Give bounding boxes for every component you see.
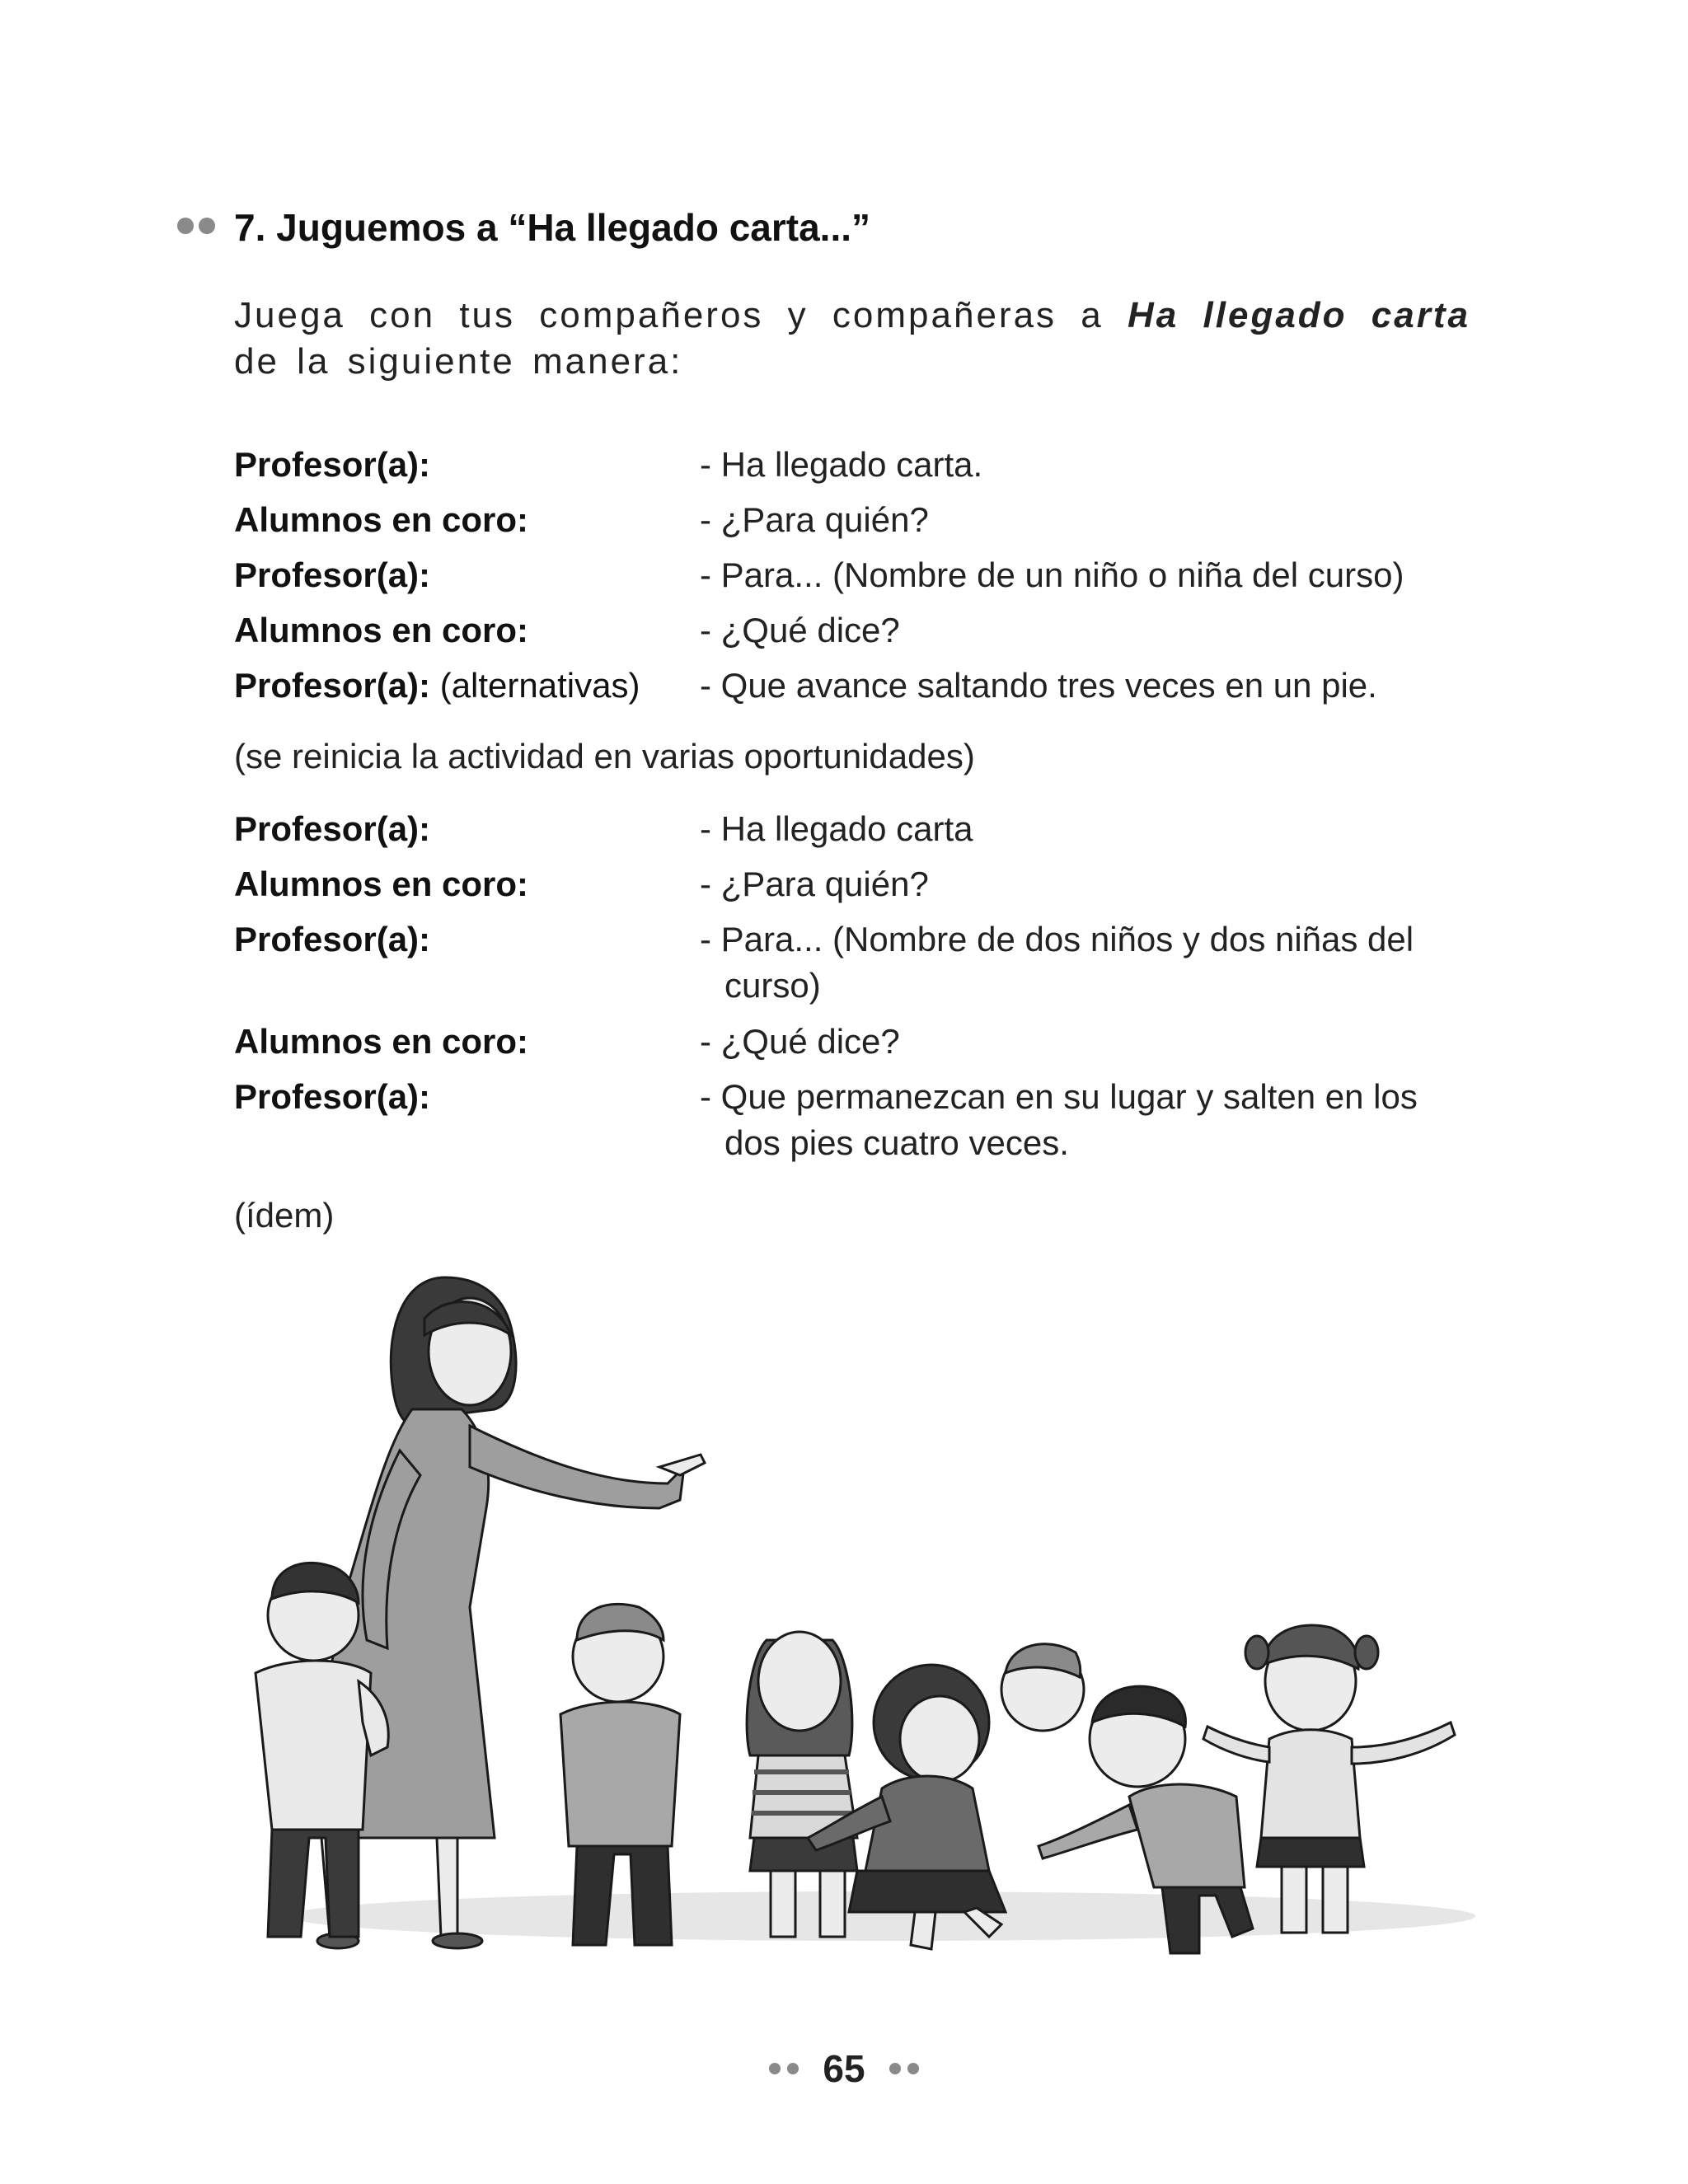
speaker-note: (alternativas) — [430, 666, 640, 705]
dialog-line: - Que avance saltando tres veces en un pie. — [700, 666, 1377, 705]
speaker-label: Profesor(a): — [234, 920, 431, 958]
speaker-label: Profesor(a): — [234, 666, 431, 705]
child-figure — [1001, 1644, 1084, 1731]
section-title-text: 7. Juguemos a “Ha llegado carta...” — [234, 206, 871, 249]
dialog-row — [234, 861, 1520, 916]
footer-dots-left-icon — [767, 2060, 803, 2077]
dialog-row — [234, 663, 1520, 718]
child-figure — [560, 1604, 680, 1945]
child-figure — [747, 1632, 857, 1937]
teacher-and-children-illustration — [223, 1261, 1508, 1961]
dialog-row — [234, 497, 1520, 552]
intro-text-before: Juega con tus compañeros y compañeras a — [234, 295, 1128, 335]
speaker-label: Alumnos en coro: — [234, 865, 529, 903]
speaker-label: Profesor(a): — [234, 555, 431, 594]
dialog-line: - ¿Qué dice? — [700, 611, 900, 649]
dialog-line: - ¿Para quién? — [700, 500, 929, 539]
dialog-row — [234, 552, 1520, 607]
speaker-label: Alumnos en coro: — [234, 500, 529, 539]
restart-note: (se reinicia la actividad en varias oportunidades) — [234, 737, 975, 776]
intro-text-after: de la siguiente manera: — [234, 341, 683, 382]
dialog-line: - Para... (Nombre de dos niños y dos niñas del curso) — [700, 920, 1414, 1005]
dialog-row — [234, 607, 1520, 663]
dialog-round-2 — [234, 806, 1520, 1176]
game-name: Ha llegado carta — [1128, 295, 1470, 335]
speaker-label: Profesor(a): — [234, 809, 431, 848]
dialog-row — [234, 916, 1520, 1019]
dialog-round-1 — [234, 442, 1520, 718]
dialog-line: - Ha llegado carta — [700, 809, 973, 848]
page-number: 65 — [823, 2047, 865, 2090]
speaker-label: Profesor(a): — [234, 1077, 431, 1116]
dialog-line: - Para... (Nombre de un niño o niña del curso) — [700, 555, 1404, 594]
footer-dots-right-icon — [885, 2060, 921, 2077]
dialog-row — [234, 442, 1520, 497]
dialog-row — [234, 1074, 1520, 1176]
speaker-label: Alumnos en coro: — [234, 1022, 529, 1061]
intro-paragraph — [234, 293, 1470, 385]
speaker-label: Alumnos en coro: — [234, 611, 529, 649]
dialog-line: - Que permanezcan en su lugar y salten en los dos pies cuatro veces. — [700, 1077, 1418, 1162]
speaker-label-with-note — [234, 663, 640, 709]
dialog-line: - ¿Para quién? — [700, 865, 929, 903]
dialog-row — [234, 806, 1520, 861]
dialog-row — [234, 1019, 1520, 1074]
dialog-line: - Ha llegado carta. — [700, 445, 983, 484]
page-footer — [0, 2044, 1688, 2093]
dialog-line: - ¿Qué dice? — [700, 1022, 900, 1061]
bullet-dots-icon — [174, 203, 232, 252]
idem-note: (ídem) — [234, 1196, 335, 1235]
speaker-label: Profesor(a): — [234, 445, 431, 484]
